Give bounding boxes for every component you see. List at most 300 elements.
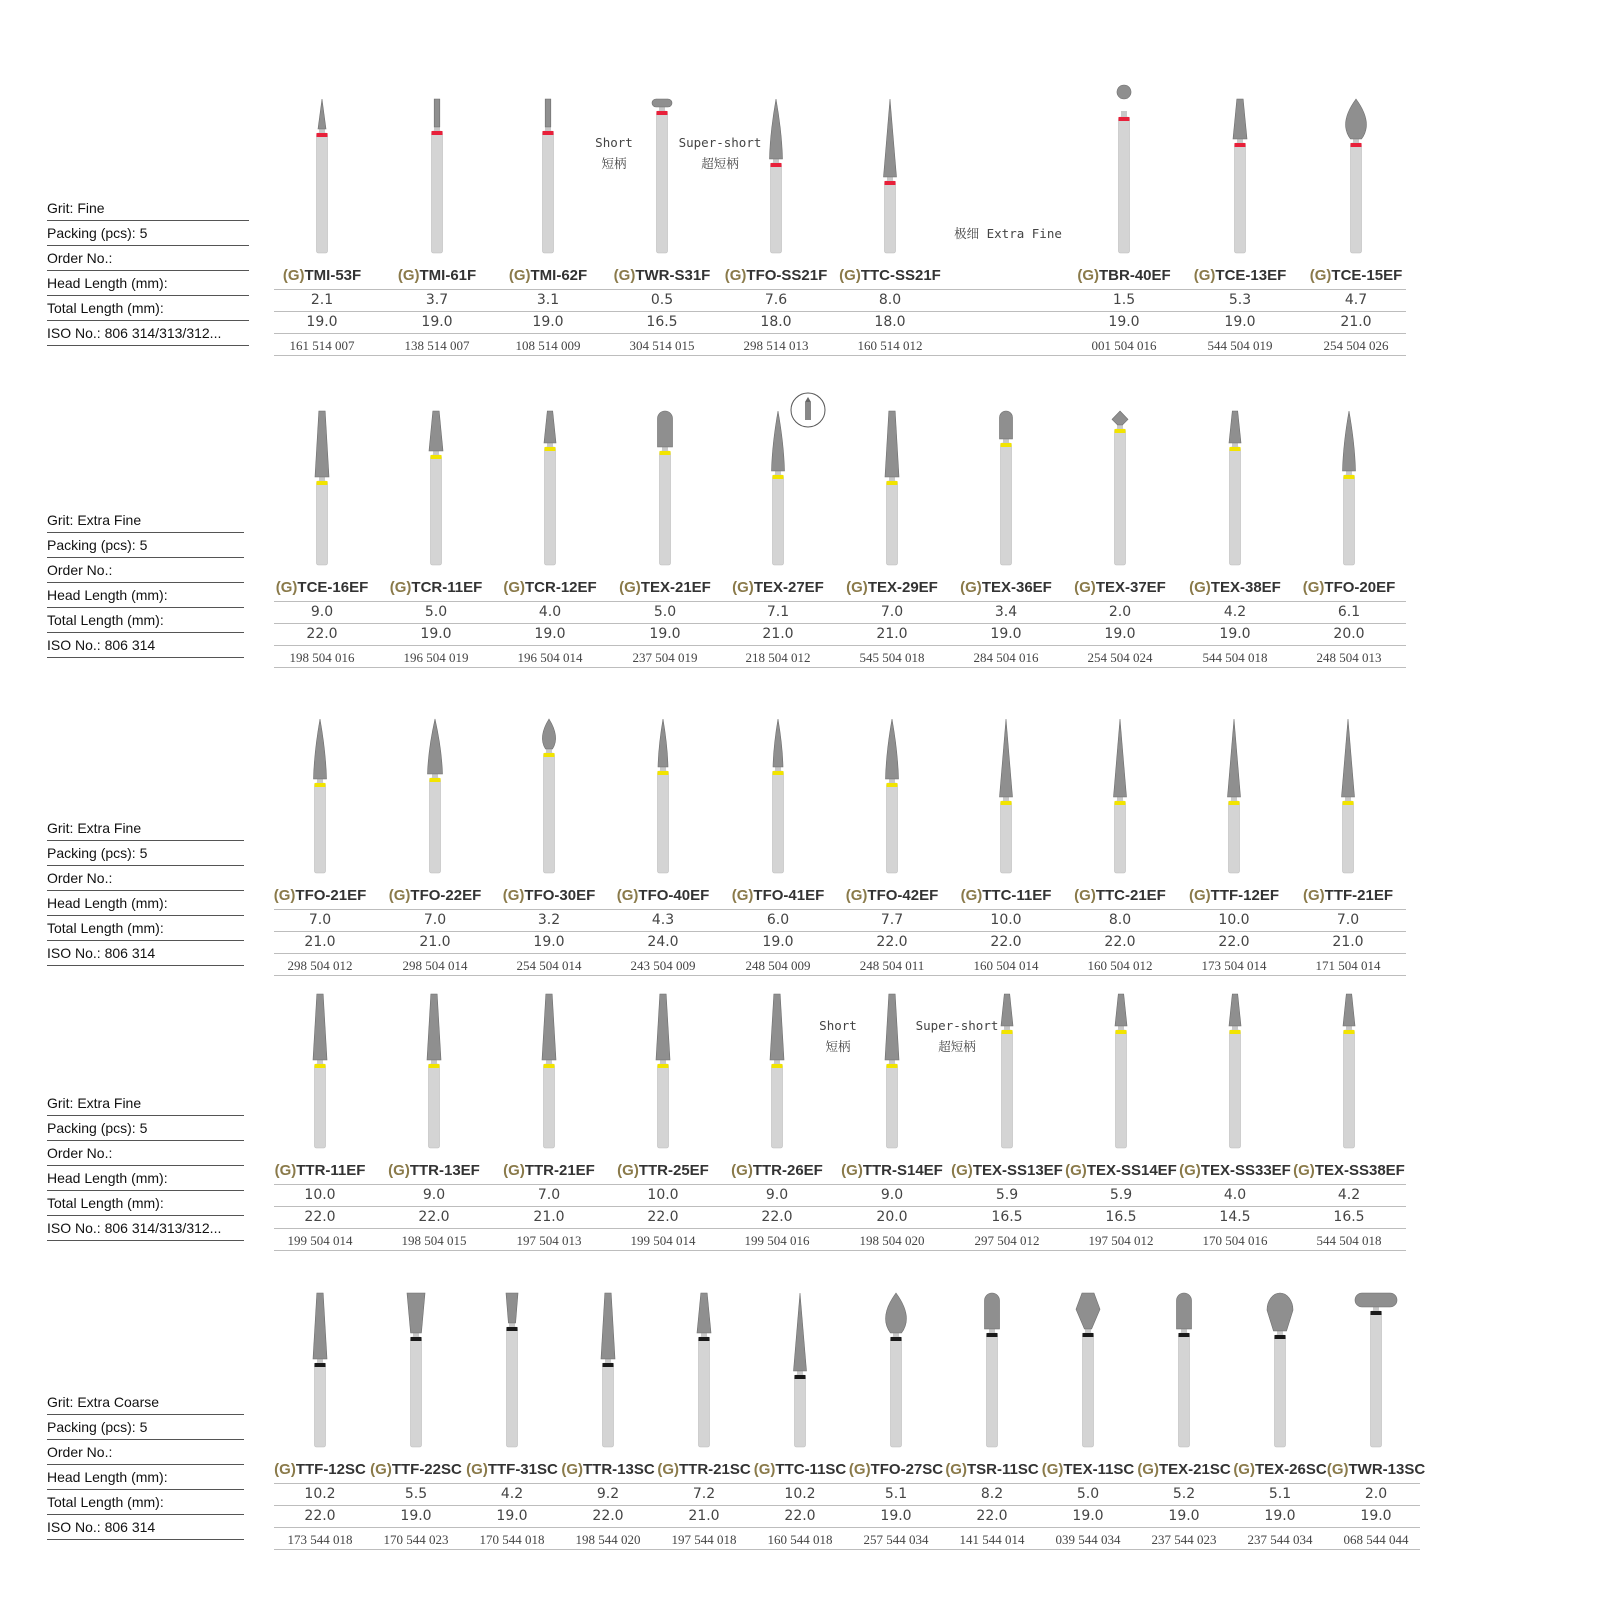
iso-number-value: 199 504 016 xyxy=(744,1233,810,1248)
total-length-value: 19.0 xyxy=(649,626,681,642)
code-value: TTC-21EF xyxy=(1095,887,1166,904)
diamond-head xyxy=(313,994,327,1060)
grit-band xyxy=(603,1363,614,1367)
iso-number-value: 196 504 019 xyxy=(403,650,469,665)
iso-number-value: 197 504 013 xyxy=(516,1233,582,1248)
total-length-value: 20.0 xyxy=(1333,626,1365,642)
code-prefix: (G) xyxy=(273,887,296,904)
head-length-value: 5.0 xyxy=(424,604,448,620)
bur-illustration xyxy=(972,1279,1012,1449)
diamond-head xyxy=(315,411,329,477)
diamond-head xyxy=(652,99,672,107)
grit-band xyxy=(1275,1335,1286,1339)
bur-illustration xyxy=(1329,980,1369,1150)
code-prefix: (G) xyxy=(617,1162,639,1179)
total-length-value: 16.5 xyxy=(1333,1209,1365,1225)
code-value: TFO-22EF xyxy=(410,887,482,904)
bur-code xyxy=(1042,1461,1135,1478)
bur-code xyxy=(617,1162,709,1179)
diamond-head xyxy=(1115,994,1127,1026)
bur-illustration xyxy=(414,980,454,1150)
code-value: TEX-SS13EF xyxy=(972,1162,1063,1179)
iso-number-value: 197 504 012 xyxy=(1088,1233,1154,1248)
iso-number-value: 197 544 018 xyxy=(671,1532,737,1547)
bur-illustration xyxy=(300,980,340,1150)
table-divider xyxy=(274,1527,1420,1528)
code-prefix: (G) xyxy=(724,267,747,284)
iso-number-value: 297 504 012 xyxy=(974,1233,1040,1248)
diamond-head xyxy=(1228,719,1241,797)
grit-band xyxy=(1344,1030,1355,1034)
shank xyxy=(1115,801,1126,873)
head-length-value: 3.1 xyxy=(536,292,560,308)
head-length-value: 0.5 xyxy=(650,292,674,308)
table-divider xyxy=(274,1184,1406,1185)
code-value: TTR-25EF xyxy=(638,1162,709,1179)
total-length-value: 19.0 xyxy=(400,1508,432,1524)
bur-code xyxy=(1303,887,1393,904)
shank xyxy=(430,778,441,873)
bur-illustration xyxy=(1214,705,1254,875)
diamond-head xyxy=(658,719,668,767)
bur-code xyxy=(276,579,369,596)
head-length-label: Head Length (mm): xyxy=(47,893,244,916)
code-value: TFO-27SC xyxy=(870,1461,944,1478)
code-prefix: (G) xyxy=(945,1461,967,1478)
head-length-value: 6.0 xyxy=(766,912,790,928)
bur-code xyxy=(754,1461,847,1478)
grit-band xyxy=(795,1375,806,1379)
bur-illustration xyxy=(1100,397,1140,567)
head-length-value: 10.0 xyxy=(990,912,1022,928)
bur-illustration xyxy=(643,980,683,1150)
grit-band xyxy=(1235,143,1246,147)
code-value: TTF-12SC xyxy=(295,1461,366,1478)
bur-code xyxy=(1137,1461,1230,1478)
total-length-label: Total Length (mm): xyxy=(47,918,244,941)
code-value: TSR-11SC xyxy=(966,1461,1039,1478)
code-prefix: (G) xyxy=(1193,267,1216,284)
code-prefix: (G) xyxy=(1074,887,1096,904)
bur-illustration xyxy=(1215,980,1255,1150)
total-length-value: 22.0 xyxy=(1104,934,1136,950)
code-value: TFO-42EF xyxy=(867,887,939,904)
code-value: TWR-13SC xyxy=(1348,1461,1426,1478)
code-prefix: (G) xyxy=(275,579,298,596)
code-prefix: (G) xyxy=(1189,579,1211,596)
head-length-value: 10.0 xyxy=(1218,912,1250,928)
grit-band xyxy=(699,1337,710,1341)
diamond-head xyxy=(1114,719,1127,797)
iso-number-value: 254 504 014 xyxy=(516,958,582,973)
iso-number-value: 284 504 016 xyxy=(973,650,1039,665)
iso-number-value: 160 544 018 xyxy=(767,1532,833,1547)
bur-code xyxy=(1303,579,1396,596)
total-length-value: 19.0 xyxy=(1104,626,1136,642)
code-value: TTR-21EF xyxy=(524,1162,595,1179)
iso-number-value: 298 514 013 xyxy=(743,338,809,353)
iso-no-label: ISO No.: 806 314 xyxy=(47,943,244,966)
total-length-value: 22.0 xyxy=(647,1209,679,1225)
code-value: TMI-53F xyxy=(304,267,362,284)
iso-number-value: 199 504 014 xyxy=(630,1233,696,1248)
code-prefix: (G) xyxy=(508,267,531,284)
order-no-label: Order No.: xyxy=(47,560,244,583)
bur-illustration xyxy=(302,85,342,255)
shank xyxy=(544,1064,555,1148)
code-prefix: (G) xyxy=(732,579,754,596)
iso-number-value: 198 544 020 xyxy=(575,1532,641,1547)
iso-number-value: 173 504 014 xyxy=(1201,958,1267,973)
iso-number-value: 544 504 018 xyxy=(1202,650,1268,665)
grit-band xyxy=(315,1064,326,1068)
order-no-label: Order No.: xyxy=(47,248,249,271)
code-prefix: (G) xyxy=(845,887,868,904)
total-length-value: 21.0 xyxy=(1340,314,1372,330)
packing-label: Packing (pcs): 5 xyxy=(47,1118,244,1141)
shank xyxy=(544,753,555,873)
shank xyxy=(317,133,328,253)
shank xyxy=(887,1064,898,1148)
grit-band xyxy=(544,1064,555,1068)
iso-number-value: 544 504 018 xyxy=(1316,1233,1382,1248)
grit-band xyxy=(887,481,898,485)
head-length-value: 5.1 xyxy=(1268,1486,1292,1502)
head-length-value: 10.0 xyxy=(647,1187,679,1203)
bur-code xyxy=(619,579,711,596)
code-value: TTF-21EF xyxy=(1324,887,1394,904)
code-prefix: (G) xyxy=(1179,1162,1201,1179)
iso-number-value: 248 504 009 xyxy=(745,958,811,973)
total-length-value: 22.0 xyxy=(304,1209,336,1225)
grit-band xyxy=(887,783,898,787)
diamond-head xyxy=(545,99,551,127)
grit-band xyxy=(432,131,443,135)
total-length-value: 16.5 xyxy=(991,1209,1023,1225)
total-length-value: 22.0 xyxy=(784,1508,816,1524)
shank xyxy=(1116,1030,1127,1148)
shank xyxy=(891,1337,902,1447)
head-length-value: 5.9 xyxy=(995,1187,1019,1203)
iso-number-value: 248 504 013 xyxy=(1316,650,1382,665)
code-prefix: (G) xyxy=(1074,579,1096,596)
table-divider xyxy=(274,333,1406,334)
shank-note xyxy=(554,132,674,174)
code-prefix: (G) xyxy=(731,1162,753,1179)
code-prefix: (G) xyxy=(846,579,868,596)
shank xyxy=(795,1375,806,1447)
total-length-value: 21.0 xyxy=(533,1209,565,1225)
total-length-value: 22.0 xyxy=(1218,934,1250,950)
diamond-head xyxy=(1342,719,1355,797)
grit-band xyxy=(1001,801,1012,805)
head-length-value: 9.0 xyxy=(310,604,334,620)
total-length-value: 16.5 xyxy=(646,314,678,330)
diamond-head xyxy=(697,1293,711,1333)
note-en: 极细 Extra Fine xyxy=(954,226,1062,241)
code-prefix: (G) xyxy=(502,887,525,904)
iso-number-value: 298 504 014 xyxy=(402,958,468,973)
head-length-value: 2.0 xyxy=(1364,1486,1388,1502)
grit-band xyxy=(545,447,556,451)
grit-band xyxy=(987,1333,998,1337)
total-length-value: 19.0 xyxy=(421,314,453,330)
diamond-head xyxy=(1076,1293,1100,1329)
bur-illustration xyxy=(987,980,1027,1150)
total-length-label: Total Length (mm): xyxy=(47,610,244,633)
shank xyxy=(431,455,442,565)
code-prefix: (G) xyxy=(1065,1162,1087,1179)
head-length-value: 4.2 xyxy=(500,1486,524,1502)
bur-code xyxy=(839,267,941,284)
shank-note xyxy=(660,132,780,174)
total-length-value: 14.5 xyxy=(1219,1209,1251,1225)
bur-illustration xyxy=(300,705,340,875)
grit-label: Grit: Extra Coarse xyxy=(47,1392,244,1415)
code-prefix: (G) xyxy=(561,1461,583,1478)
grit-band xyxy=(317,481,328,485)
shank xyxy=(429,1064,440,1148)
code-prefix: (G) xyxy=(388,887,411,904)
total-length-value: 19.0 xyxy=(533,934,565,950)
bur-illustration xyxy=(876,1279,916,1449)
packing-label: Packing (pcs): 5 xyxy=(47,843,244,866)
bur-code xyxy=(1179,1162,1291,1179)
code-value: TMI-62F xyxy=(530,267,588,284)
code-value: TTF-22SC xyxy=(391,1461,462,1478)
iso-number-value: 199 504 014 xyxy=(287,1233,353,1248)
iso-number-value: 198 504 015 xyxy=(401,1233,467,1248)
head-length-value: 9.2 xyxy=(596,1486,620,1502)
bur-code xyxy=(1233,1461,1326,1478)
shank xyxy=(1119,117,1130,253)
bur-illustration xyxy=(1336,85,1376,255)
table-divider xyxy=(274,1206,1406,1207)
iso-number-value: 161 514 007 xyxy=(289,338,355,353)
code-value: TCE-13EF xyxy=(1215,267,1287,284)
bur-code xyxy=(1077,267,1170,284)
grit-band xyxy=(430,778,441,782)
bur-code xyxy=(617,887,710,904)
head-length-value: 9.0 xyxy=(765,1187,789,1203)
head-length-value: 4.3 xyxy=(651,912,675,928)
code-prefix: (G) xyxy=(1233,1461,1255,1478)
diamond-head xyxy=(1229,994,1241,1026)
head-length-value: 5.2 xyxy=(1172,1486,1196,1502)
diamond-head xyxy=(1229,411,1241,443)
code-prefix: (G) xyxy=(282,267,305,284)
shank xyxy=(1343,801,1354,873)
bur-code xyxy=(1074,887,1166,904)
diamond-head xyxy=(542,719,555,749)
total-length-value: 19.0 xyxy=(1264,1508,1296,1524)
code-value: TWR-S31F xyxy=(635,267,711,284)
code-value: TTR-11EF xyxy=(296,1162,366,1179)
shank xyxy=(507,1327,518,1447)
table-divider xyxy=(274,909,1406,910)
iso-number-value: 545 504 018 xyxy=(859,650,925,665)
grit-band xyxy=(1179,1333,1190,1337)
bur-illustration xyxy=(529,980,569,1150)
grit-band xyxy=(317,133,328,137)
grit-band xyxy=(660,451,671,455)
code-prefix: (G) xyxy=(1293,1162,1315,1179)
bur-illustration xyxy=(300,1279,340,1449)
bur-illustration xyxy=(1356,1279,1396,1449)
shank xyxy=(887,481,898,565)
iso-number-value: 160 514 012 xyxy=(857,338,923,353)
order-no-label: Order No.: xyxy=(47,868,244,891)
code-prefix: (G) xyxy=(397,267,420,284)
diamond-head xyxy=(886,1293,907,1333)
bur-illustration xyxy=(870,85,910,255)
total-length-value: 21.0 xyxy=(876,626,908,642)
note-zh: 短柄 xyxy=(601,156,627,171)
grit-band xyxy=(772,1064,783,1068)
note-en: Super-short xyxy=(678,135,762,150)
shank xyxy=(773,771,784,873)
iso-no-label: ISO No.: 806 314 xyxy=(47,635,244,658)
bur-illustration xyxy=(417,85,457,255)
code-value: TFO-20EF xyxy=(1324,579,1396,596)
shank xyxy=(1344,1030,1355,1148)
code-prefix: (G) xyxy=(960,887,983,904)
iso-number-value: 001 504 016 xyxy=(1091,338,1157,353)
code-value: TEX-SS33EF xyxy=(1200,1162,1291,1179)
diamond-head xyxy=(773,719,783,767)
head-length-value: 7.0 xyxy=(423,912,447,928)
bur-illustration xyxy=(986,397,1026,567)
grit-band xyxy=(887,1064,898,1068)
grit-band xyxy=(1351,143,1362,147)
shank xyxy=(1371,1311,1382,1447)
code-value: TEX-SS38EF xyxy=(1314,1162,1405,1179)
shank-note xyxy=(948,223,1068,244)
head-length-value: 7.0 xyxy=(1336,912,1360,928)
diamond-head xyxy=(427,994,441,1060)
iso-number-value: 198 504 016 xyxy=(289,650,355,665)
diamond-head xyxy=(1343,411,1356,471)
total-length-value: 21.0 xyxy=(762,626,794,642)
bur-code xyxy=(283,267,361,284)
total-length-value: 19.0 xyxy=(762,934,794,950)
head-length-value: 4.2 xyxy=(1337,1187,1361,1203)
iso-number-value: 160 504 012 xyxy=(1087,958,1153,973)
code-value: TFO-30EF xyxy=(524,887,596,904)
bur-code xyxy=(1074,579,1166,596)
head-length-value: 6.1 xyxy=(1337,604,1361,620)
bur-illustration xyxy=(530,397,570,567)
note-en: Super-short xyxy=(915,1018,999,1033)
bur-illustration xyxy=(416,397,456,567)
iso-number-value: 237 544 034 xyxy=(1247,1532,1313,1547)
code-prefix: (G) xyxy=(841,1162,863,1179)
diamond-head xyxy=(1000,719,1013,797)
shank xyxy=(1351,143,1362,253)
bur-code xyxy=(466,1461,558,1478)
bur-code xyxy=(503,887,596,904)
shank xyxy=(411,1337,422,1447)
total-length-value: 19.0 xyxy=(1108,314,1140,330)
code-prefix: (G) xyxy=(951,1162,973,1179)
bur-code xyxy=(561,1461,654,1478)
head-length-value: 5.0 xyxy=(653,604,677,620)
bur-code xyxy=(1327,1461,1425,1478)
shank xyxy=(771,163,782,253)
shank xyxy=(887,783,898,873)
code-value: TTC-SS21F xyxy=(860,267,941,284)
head-length-value: 5.3 xyxy=(1228,292,1252,308)
code-prefix: (G) xyxy=(1188,887,1211,904)
bur-code xyxy=(841,1162,943,1179)
head-length-value: 7.0 xyxy=(537,1187,561,1203)
grit-band xyxy=(544,753,555,757)
shank xyxy=(545,447,556,565)
total-length-value: 22.0 xyxy=(592,1508,624,1524)
iso-number-value: 068 544 044 xyxy=(1343,1532,1409,1547)
iso-number-value: 198 504 020 xyxy=(859,1233,925,1248)
grit-band xyxy=(1119,117,1130,121)
bur-code xyxy=(274,1461,366,1478)
head-length-value: 5.9 xyxy=(1109,1187,1133,1203)
code-prefix: (G) xyxy=(1077,267,1099,284)
grit-band xyxy=(1115,801,1126,805)
head-length-value: 7.7 xyxy=(880,912,904,928)
bur-code xyxy=(846,579,938,596)
code-prefix: (G) xyxy=(1309,267,1332,284)
grit-band xyxy=(885,181,896,185)
total-length-value: 21.0 xyxy=(1332,934,1364,950)
head-length-value: 4.2 xyxy=(1223,604,1247,620)
head-length-label: Head Length (mm): xyxy=(47,585,244,608)
head-length-value: 5.5 xyxy=(404,1486,428,1502)
shank xyxy=(658,771,669,873)
diamond-head xyxy=(428,719,443,774)
iso-number-value: 170 544 018 xyxy=(479,1532,545,1547)
grit-band xyxy=(658,1064,669,1068)
head-length-value: 3.2 xyxy=(537,912,561,928)
total-length-value: 19.0 xyxy=(420,626,452,642)
shank xyxy=(1179,1333,1190,1447)
total-length-value: 22.0 xyxy=(761,1209,793,1225)
total-length-value: 19.0 xyxy=(306,314,338,330)
diamond-head xyxy=(318,99,326,129)
table-divider xyxy=(274,311,1406,312)
bur-code xyxy=(849,1461,943,1478)
diamond-head xyxy=(1233,99,1247,139)
diamond-head xyxy=(601,1293,615,1359)
code-prefix: (G) xyxy=(370,1461,392,1478)
diamond-head xyxy=(1112,411,1128,425)
grit-band xyxy=(431,455,442,459)
grit-band xyxy=(657,111,668,115)
shank xyxy=(772,1064,783,1148)
head-length-value: 8.2 xyxy=(980,1486,1004,1502)
code-value: TFO-SS21F xyxy=(746,267,828,284)
grit-band xyxy=(658,771,669,775)
diamond-head xyxy=(1117,85,1131,99)
grit-band xyxy=(507,1327,518,1331)
bur-illustration xyxy=(1215,397,1255,567)
head-length-value: 3.7 xyxy=(425,292,449,308)
bur-code xyxy=(1293,1162,1405,1179)
head-length-label: Head Length (mm): xyxy=(47,1168,244,1191)
iso-number-value: 170 544 023 xyxy=(383,1532,449,1547)
grit-band xyxy=(1230,1030,1241,1034)
code-prefix: (G) xyxy=(1302,579,1325,596)
code-prefix: (G) xyxy=(274,1162,297,1179)
code-value: TTR-S14EF xyxy=(862,1162,943,1179)
